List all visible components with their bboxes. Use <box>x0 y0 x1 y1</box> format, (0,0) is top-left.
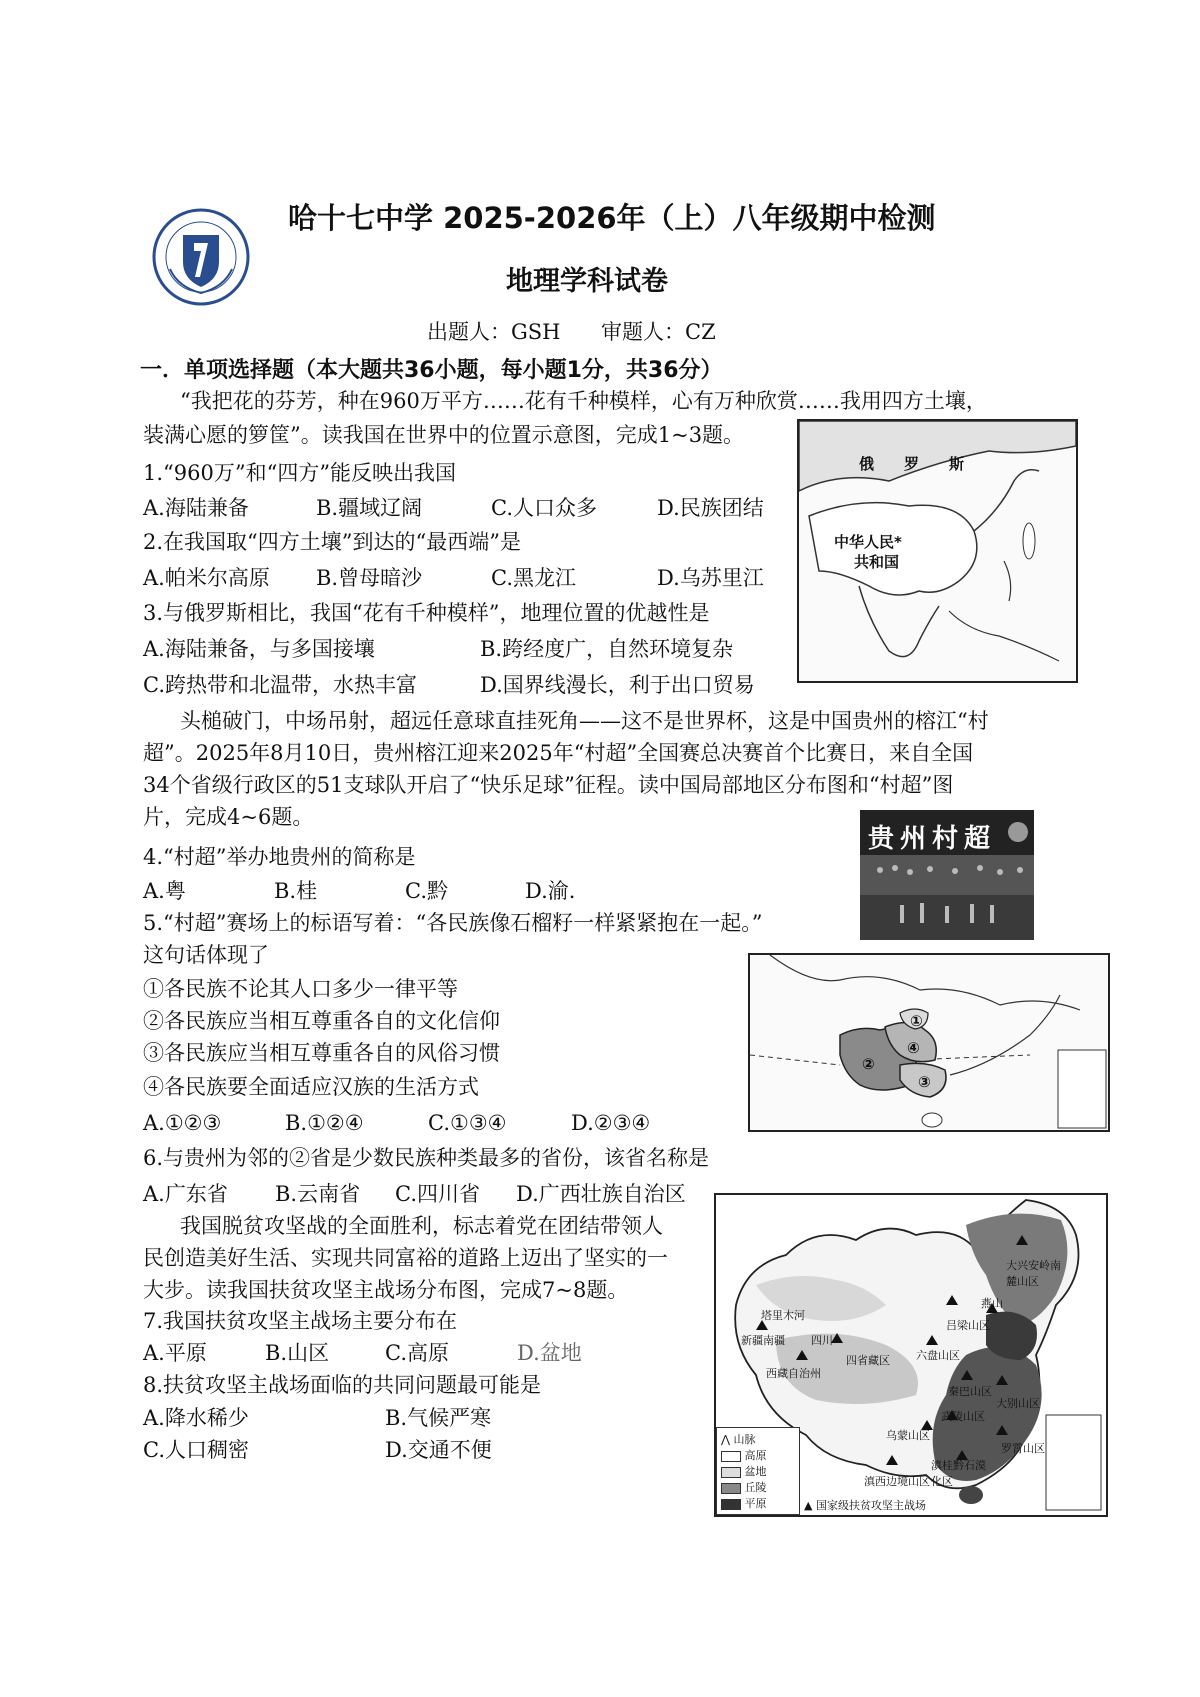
map3-place-10: 大别山区 <box>996 1397 1040 1410</box>
map3-place-11: 武陵山区 <box>941 1410 985 1423</box>
q4-option-d: D.渝. <box>525 879 576 903</box>
q4-stem: 4.“村超”举办地贵州的简称是 <box>143 845 416 869</box>
map2-marker-1: ① <box>910 1012 923 1030</box>
map3-place-5: 六盘山区 <box>916 1349 960 1362</box>
map2-marker-3: ③ <box>918 1073 931 1091</box>
q8-option-c: C.人口稠密 <box>143 1438 249 1462</box>
map1-label-china-line2: 共和国 <box>854 553 900 571</box>
q8-stem: 8.扶贫攻坚主战场面临的共同问题最可能是 <box>143 1373 542 1397</box>
map3-place-14: 滇西边境山区 <box>864 1475 930 1488</box>
q1-option-d: D.民族团结 <box>657 496 764 520</box>
map3-place-3: 西藏自治州 <box>766 1367 821 1380</box>
legend-label-hill: 丘陵 <box>744 1481 767 1494</box>
q6-option-a: A.广东省 <box>143 1182 228 1206</box>
legend-label-plain: 平原 <box>744 1497 767 1510</box>
q2-stem: 2.在我国取“四方土壤”到达的“最西端”是 <box>143 530 521 554</box>
q2-option-c: C.黑龙江 <box>491 566 576 590</box>
passage2-line1: 头槌破门，中场吊射，超远任意球直挂死角——这不是世界杯，这是中国贵州的榕江“村 <box>180 709 989 733</box>
q4-option-a: A.粤 <box>143 879 186 903</box>
q5-option-c: C.①③④ <box>428 1111 507 1135</box>
q8-option-d: D.交通不便 <box>385 1438 492 1462</box>
passage3-line1: 我国脱贫攻坚战的全面胜利，标志着党在团结带领人 <box>180 1214 663 1238</box>
q5-option-a: A.①②③ <box>143 1111 222 1135</box>
setter-label: 出题人：GSH <box>427 320 561 344</box>
mountain-icon: ⋀ <box>721 1433 731 1446</box>
swatch-plateau <box>721 1451 741 1462</box>
q5-stem: 5.“村超”赛场上的标语写着：“各民族像石榴籽一样紧紧抱在一起。” <box>143 911 763 935</box>
legend-label-mountain: 山脉 <box>733 1433 756 1446</box>
q2-option-d: D.乌苏里江 <box>657 566 764 590</box>
map3-place-12: 乌蒙山区 <box>886 1429 930 1442</box>
legend-item-plateau <box>721 1447 767 1463</box>
passage2-line4: 片，完成4~6题。 <box>143 805 314 829</box>
q4-option-c: C.黔 <box>405 879 448 903</box>
map3-place-2: 四川 <box>811 1334 833 1347</box>
q6-option-d: D.广西壮族自治区 <box>516 1182 686 1206</box>
legend-item-mountain <box>721 1431 756 1447</box>
legend-item-plain <box>721 1495 767 1511</box>
q1-option-a: A.海陆兼备 <box>143 496 249 520</box>
legend-item-basin <box>721 1463 767 1479</box>
passage3-line3: 大步。读我国扶贫攻坚主战场分布图，完成7~8题。 <box>143 1278 629 1302</box>
passage2-line3: 34个省级行政区的51支球队开启了“快乐足球”征程。读中国局部地区分布图和“村超”图 <box>143 773 954 797</box>
map3-place-6: 吕梁山区 <box>946 1319 990 1332</box>
photo-caption: 贵州村超 <box>868 824 997 854</box>
map3-place-13: 罗霄山区 <box>1001 1442 1045 1455</box>
village-super-league-photo <box>860 810 1034 940</box>
poverty-alleviation-map <box>714 1193 1108 1517</box>
q8-option-a: A.降水稀少 <box>143 1406 249 1430</box>
map3-place-7: 燕山 <box>981 1297 1003 1310</box>
q4-option-b: B.桂 <box>274 879 318 903</box>
swatch-basin <box>721 1467 741 1478</box>
q3-option-c: C.跨热带和北温带，水热丰富 <box>143 673 417 697</box>
swatch-plain <box>721 1499 741 1510</box>
passage2-line2: 超”。2025年8月10日，贵州榕江迎来2025年“村超”全国赛总决赛首个比赛日，来自全国 <box>143 741 974 765</box>
q5-statement-2: ②各民族应当相互尊重各自的文化信仰 <box>143 1009 500 1033</box>
map1-label-china-line1: 中华人民* <box>834 533 902 551</box>
q3-option-b: B.跨经度广，自然环境复杂 <box>480 637 734 661</box>
map3-legend <box>716 1427 800 1515</box>
q2-option-b: B.曾母暗沙 <box>316 566 423 590</box>
q5-option-b: B.①②④ <box>285 1111 364 1135</box>
map3-place-8: 大兴安岭南麓山区 <box>1006 1259 1061 1288</box>
q3-stem: 3.与俄罗斯相比，我国“花有千种模样”，地理位置的优越性是 <box>143 601 710 625</box>
world-position-map <box>797 419 1078 683</box>
map3-place-0: 塔里木河 <box>761 1309 805 1322</box>
q5-statement-3: ③各民族应当相互尊重各自的风俗习惯 <box>143 1041 500 1065</box>
q3-option-a: A.海陆兼备，与多国接壤 <box>143 637 375 661</box>
q1-option-b: B.疆域辽阔 <box>316 496 423 520</box>
q6-option-c: C.四川省 <box>395 1182 480 1206</box>
q3-option-d: D.国界线漫长，利于出口贸易 <box>480 673 755 697</box>
q6-stem: 6.与贵州为邻的②省是少数民族种类最多的省份，该省名称是 <box>143 1146 710 1170</box>
q5-stem-continued: 这句话体现了 <box>143 943 269 967</box>
q2-option-a: A.帕米尔高原 <box>143 566 270 590</box>
page-title: 哈十七中学 2025-2026年（上）八年级期中检测 <box>288 201 936 235</box>
passage3-line2: 民创造美好生活、实现共同富裕的道路上迈出了坚实的一 <box>143 1246 668 1270</box>
q7-option-a: A.平原 <box>143 1341 207 1365</box>
map3-place-15: 滇桂黔石漠化区 <box>931 1459 986 1488</box>
q5-statement-4: ④各民族要全面适应汉族的生活方式 <box>143 1075 479 1099</box>
passage1-line2: 装满心愿的箩筐”。读我国在世界中的位置示意图，完成1~3题。 <box>143 423 745 447</box>
q7-option-c: C.高原 <box>385 1341 449 1365</box>
passage1-line1: “我把花的芬芳，种在960万平方……花有千种模样，心有万种欣赏……我用四方土壤， <box>180 389 987 413</box>
map2-marker-4: ④ <box>907 1039 920 1057</box>
reviewer-label: 审题人：CZ <box>601 320 716 344</box>
map3-place-4: 四省藏区 <box>846 1354 890 1367</box>
legend-label-basin: 盆地 <box>744 1465 767 1478</box>
legend-item-hill <box>721 1479 767 1495</box>
page-subtitle: 地理学科试卷 <box>506 266 668 297</box>
q6-option-b: B.云南省 <box>275 1182 361 1206</box>
legend-label-plateau: 高原 <box>744 1449 767 1462</box>
swatch-hill <box>721 1483 741 1494</box>
q5-option-d: D.②③④ <box>571 1111 651 1135</box>
q1-option-c: C.人口众多 <box>491 496 597 520</box>
q5-statement-1: ①各民族不论其人口多少一律平等 <box>143 977 458 1001</box>
map1-label-russia: 俄 罗 斯 <box>859 455 965 473</box>
map3-place-1: 新疆南疆 <box>741 1334 785 1347</box>
map3-place-9: 秦巴山区 <box>948 1385 992 1398</box>
section-heading: 一．单项选择题（本大题共36小题，每小题1分，共36分） <box>140 358 723 383</box>
map2-marker-2: ② <box>862 1055 875 1073</box>
regional-map <box>748 953 1110 1132</box>
school-logo <box>148 207 254 307</box>
q7-option-d: D.盆地 <box>517 1341 582 1365</box>
q8-option-b: B.气候严寒 <box>385 1406 492 1430</box>
map3-legend-marker: ▲ 国家级扶贫攻坚主战场 <box>804 1499 926 1512</box>
q7-option-b: B.山区 <box>265 1341 330 1365</box>
q7-stem: 7.我国扶贫攻坚主战场主要分布在 <box>143 1309 458 1333</box>
q1-stem: 1.“960万”和“四方”能反映出我国 <box>143 461 457 485</box>
